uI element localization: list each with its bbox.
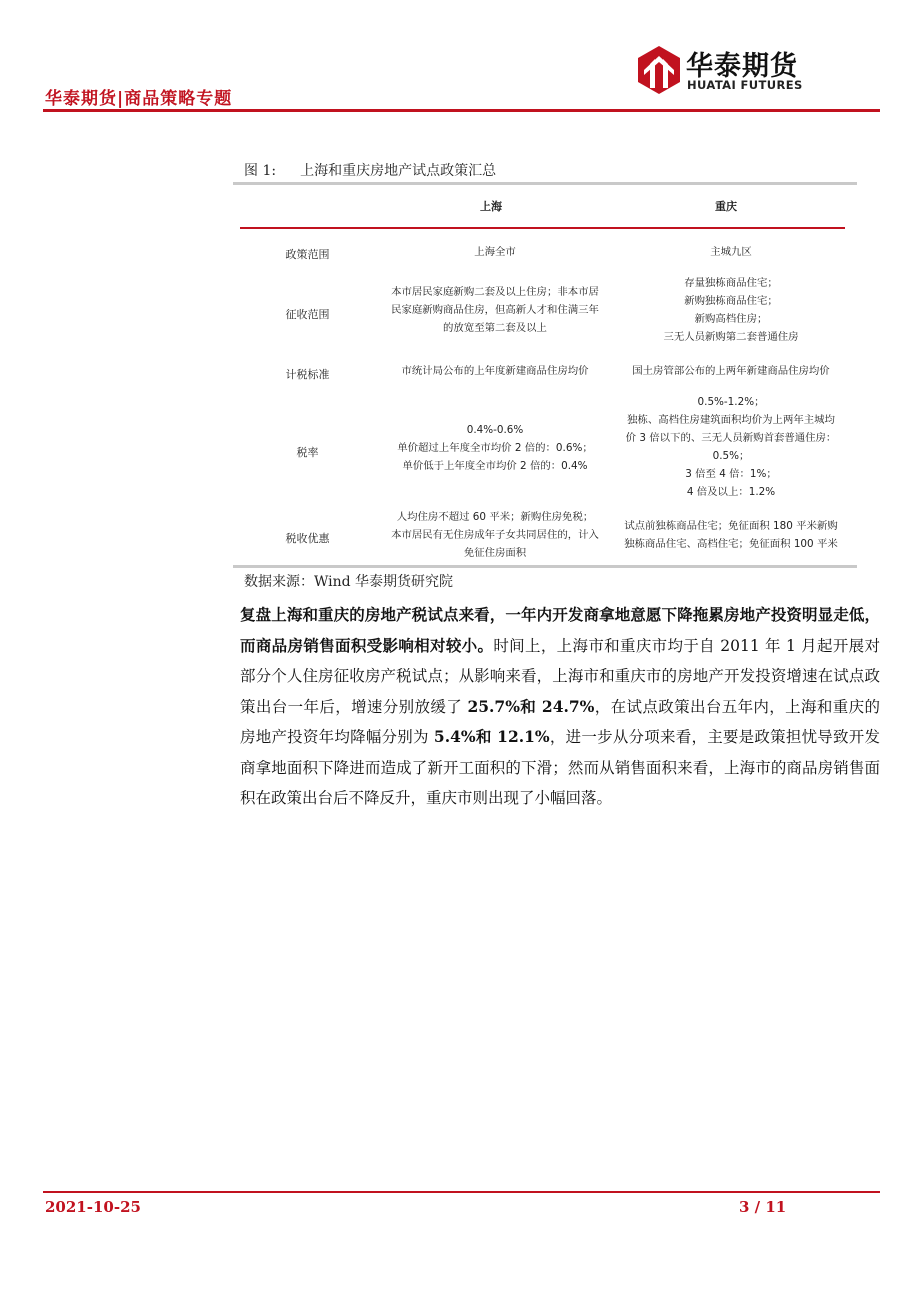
footer-date: 2021-10-25: [45, 1198, 141, 1216]
cell-shanghai-basis: 市统计局公布的上年度新建商品住房均价: [401, 365, 589, 377]
footer-divider: [43, 1191, 880, 1193]
table-header-rule: [240, 227, 845, 229]
page-number: 3 / 11: [739, 1198, 787, 1216]
figure-top-rule: [233, 182, 857, 185]
paragraph-text-2: ，在试点政策出台五年内，上海和重庆的房地产投资年均降幅分别为: [240, 697, 881, 746]
logo-chinese-name: 华泰期货: [686, 51, 798, 82]
paragraph-text-1: 时间上，上海市和重庆市均于自 2011 年 1 月起开展对部分个人住房征收房产税试点；从影响来看，上海市和重庆市的房地产开发投资增速在试点政策出台一年后，增速分别放缓了: [240, 636, 880, 716]
header-brand: 华泰期货|商品策略专题: [45, 89, 233, 109]
cell-shanghai-scope: 上海全市: [474, 246, 516, 258]
row-label-tax-basis: 计税标准: [285, 368, 330, 381]
data-source: 数据来源：Wind 华泰期货研究院: [244, 574, 454, 590]
logo-english-name: HUATAI FUTURES: [687, 78, 803, 92]
figure-bottom-rule: [233, 565, 857, 568]
row-label-policy-scope: 政策范围: [285, 248, 330, 261]
cell-shanghai-incentive: 人均住房不超过 60 平米；新购住房免税； 本市居民有无住房成年子女共同居住的，计入 免征住房面积: [391, 511, 599, 559]
paragraph-bold-lead: 复盘上海和重庆的房地产税试点来看，一年内开发商拿地意愿下降拖累房地产投资明显走低，而商品房销售面积受影响相对较小。: [240, 605, 880, 655]
row-label-tax-rate: 税率: [296, 446, 319, 459]
cell-shanghai-levy: 本市居民家庭新购二套及以上住房；非本市居 民家庭新购商品住房，但高新人才和住满三年 的放宽至第二套及以上: [391, 286, 599, 334]
paragraph-text-3: ，进一步从分项来看，主要是政策担忧导致开发商拿地面积下降进而造成了新开工面积的下滑；然而从销售面积来看，上海市的商品房销售面积在政策出台后不降反升，重庆市则出现了小幅回落。: [240, 728, 880, 807]
cell-chongqing-levy: 存量独栋商品住宅； 新购独栋商品住宅； 新购高档住房； 三无人员新购第二套普通住房: [663, 277, 799, 343]
cell-chongqing-basis: 国土房管部公布的上两年新建商品住房均价: [632, 365, 830, 377]
paragraph-bold-2: 5.4%和 12.1%: [433, 727, 550, 746]
cell-chongqing-incentive: 试点前独栋商品住宅；免征面积 180 平米新购 独栋商品住宅、高档住宅；免征面积 100 平米: [624, 520, 838, 550]
cell-chongqing-rate: 0.5%-1.2%； 独栋、高档住房建筑面积均价为上两年主城均 价 3 倍以下的、三无人员新购首套普通住房： 0.5%； 3 倍至 4 倍：1%； 4 倍及以上：1.2%: [625, 396, 837, 498]
paragraph-bold-1: 25.7%和 24.7%: [467, 696, 595, 716]
column-header-chongqing: 重庆: [715, 200, 737, 213]
figure-title: 上海和重庆房地产试点政策汇总: [300, 163, 497, 179]
figure-label: 图 1:: [244, 163, 277, 179]
figure-caption: [244, 160, 496, 180]
row-label-tax-incentive: 税收优惠: [285, 532, 330, 545]
company-logo: [636, 44, 826, 96]
row-label-levy-scope: 征收范围: [285, 308, 330, 321]
logo-mark-icon: [636, 44, 682, 96]
header-divider: [43, 109, 880, 112]
body-paragraph: [240, 600, 880, 814]
cell-shanghai-rate: 0.4%-0.6% 单价超过上年度全市均价 2 倍的：0.6%； 单价低于上年度全市均价 2 倍的：0.4%: [397, 424, 593, 472]
cell-chongqing-scope: 主城九区: [710, 246, 752, 258]
column-header-shanghai: 上海: [480, 200, 502, 213]
